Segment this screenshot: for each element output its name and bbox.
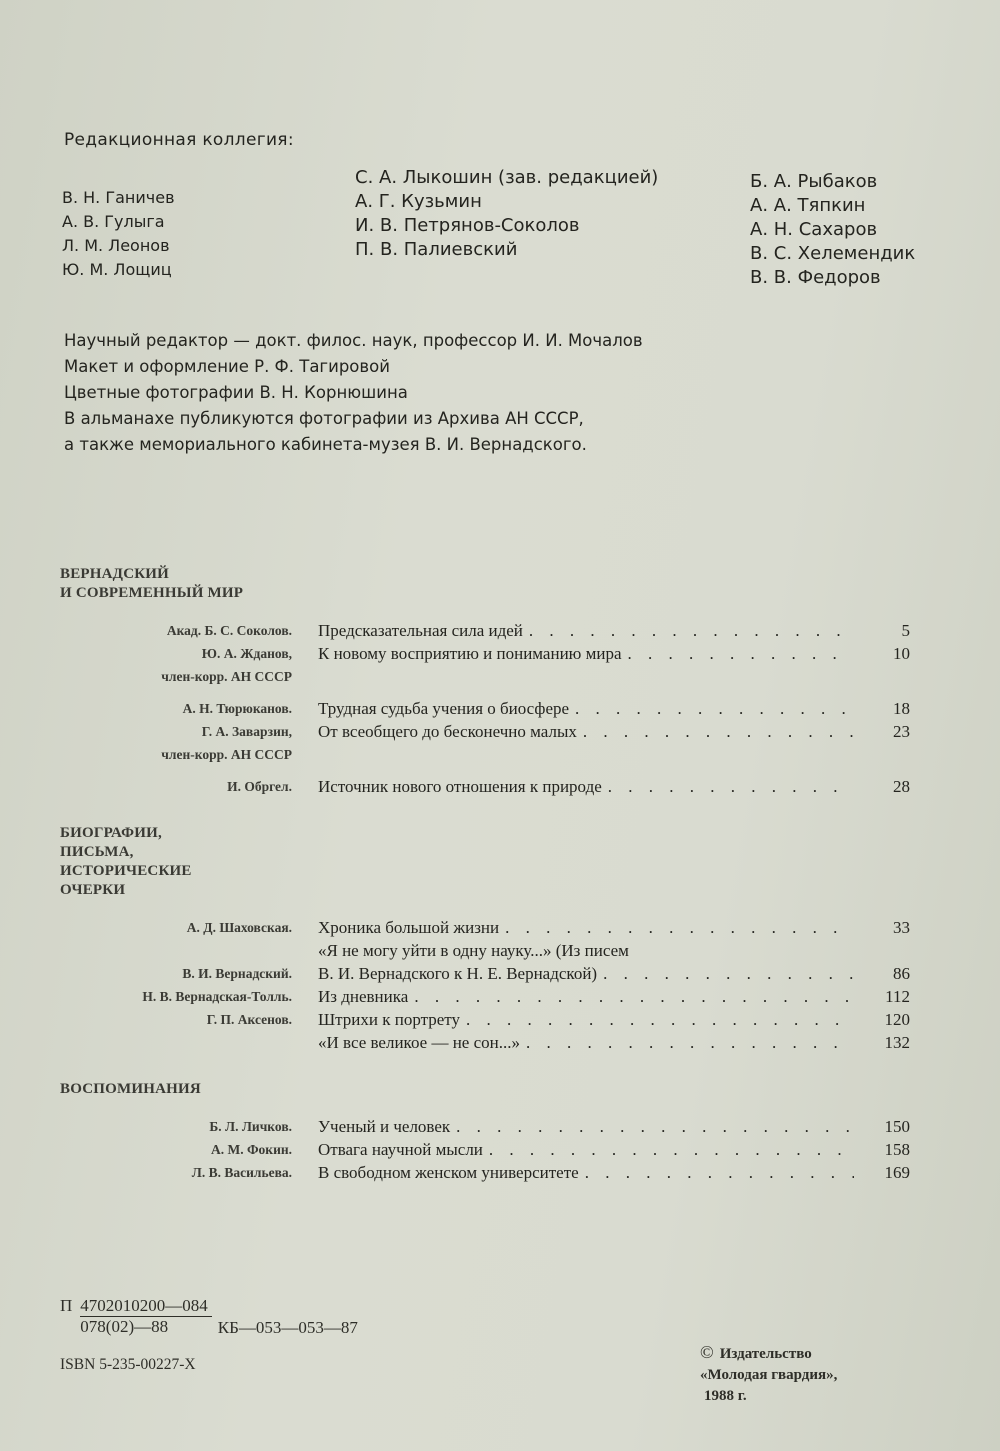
- toc-entry-page: 86: [893, 964, 910, 983]
- section-title-line: И СОВРЕМЕННЫЙ МИР: [60, 585, 244, 601]
- imprint-fraction: [80, 1296, 212, 1337]
- toc-entry: [60, 697, 910, 720]
- author-name: Г. П. Аксенов.: [206, 1012, 292, 1027]
- toc-entry-page: 158: [884, 1140, 910, 1159]
- entry-title-text: От всеобщего до бесконечно малых: [318, 722, 577, 741]
- board-member: П. В. Палиевский: [355, 239, 518, 260]
- imprint-kb-code: КБ—053—053—87: [217, 1318, 358, 1337]
- toc-entry-title: [318, 642, 854, 665]
- toc-entry-author: [60, 962, 318, 985]
- toc-entry-continuation: [60, 665, 910, 688]
- credit-line: Цветные фотографии В. Н. Корнюшина: [64, 383, 408, 402]
- board-member: В. С. Хелемендик: [750, 243, 916, 264]
- toc-entry-title: [318, 720, 854, 743]
- leader-dots: [450, 1115, 854, 1138]
- toc-entry-page: 120: [884, 1010, 910, 1029]
- leader-dots: [597, 962, 854, 985]
- toc-entry-author: [60, 697, 318, 720]
- toc-entry-title: [318, 1138, 854, 1161]
- author-name: Г. А. Заварзин,: [201, 724, 292, 739]
- author-name: В. И. Вернадский.: [182, 966, 292, 981]
- leader-dots: [577, 720, 854, 743]
- toc-entry: [60, 1031, 910, 1054]
- credits-block: [64, 328, 643, 458]
- section-title-line: БИОГРАФИИ,: [60, 825, 162, 841]
- entry-title-text: Из дневника: [318, 987, 409, 1006]
- imprint-numerator: 4702010200—084: [80, 1296, 212, 1317]
- editorial-board-column-3: [750, 170, 915, 290]
- toc-entry-title: [318, 962, 854, 985]
- toc-entry: [60, 962, 910, 985]
- toc-entry-author: [60, 1138, 318, 1161]
- toc-entry: [60, 775, 910, 798]
- leader-dots: [483, 1138, 854, 1161]
- section-title-line: ВОСПОМИНАНИЯ: [60, 1081, 201, 1097]
- toc-entry-page: 132: [884, 1033, 910, 1052]
- entry-title-text: Трудная судьба учения о биосфере: [318, 699, 570, 718]
- imprint-denominator: 078(02)—88: [80, 1317, 169, 1336]
- entry-title-text: В свободном женском университете: [318, 1163, 579, 1182]
- publisher-line: Издательство: [719, 1346, 812, 1362]
- leader-dots: [622, 642, 854, 665]
- author-name: А. Д. Шаховская.: [186, 920, 292, 935]
- author-name: А. М. Фокин.: [210, 1142, 292, 1157]
- credit-line: Макет и оформление Р. Ф. Тагировой: [64, 357, 390, 376]
- entry-title-text: Источник нового отношения к природе: [318, 777, 602, 796]
- author-name: Ю. А. Жданов,: [201, 646, 292, 661]
- toc-entry-title: [318, 1031, 854, 1054]
- leader-dots: [579, 1161, 854, 1184]
- toc-entry: [60, 1115, 910, 1138]
- toc-entry-author: [60, 1161, 318, 1184]
- editorial-board-column-2: [355, 166, 658, 262]
- author-name: И. Обргел.: [227, 779, 292, 794]
- imprint-block: [60, 1296, 358, 1374]
- spacer: [60, 766, 910, 775]
- entry-title-text: Ученый и человек: [318, 1117, 451, 1136]
- leader-dots: [520, 1031, 854, 1054]
- toc-entry: [60, 985, 910, 1008]
- imprint-prefix: П: [60, 1296, 73, 1315]
- board-member: С. А. Лыкошин (зав. редакцией): [355, 167, 659, 188]
- toc-entry-author: [60, 939, 318, 962]
- isbn: ISBN 5-235-00227-X: [60, 1356, 196, 1373]
- toc-entry: [60, 720, 910, 743]
- author-title: член-корр. АН СССР: [161, 747, 292, 762]
- entry-title-text: В. И. Вернадского к Н. Е. Вернадской): [318, 964, 598, 983]
- entry-title-text: «Я не могу уйти в одну науку...» (Из писем: [318, 941, 629, 960]
- author-name: А. Н. Тюрюканов.: [182, 701, 292, 716]
- toc-entry-page: 23: [893, 722, 910, 741]
- toc-entry: [60, 642, 910, 665]
- board-member: А. Г. Кузьмин: [355, 191, 482, 212]
- copyright-icon: ©: [700, 1342, 714, 1362]
- author-name: Б. Л. Личков.: [209, 1119, 292, 1134]
- board-member: И. В. Петрянов-Соколов: [355, 215, 580, 236]
- board-member: В. В. Федоров: [750, 267, 881, 288]
- toc-entry-author: [60, 619, 318, 642]
- board-member: Л. М. Леонов: [62, 236, 170, 255]
- author-title: член-корр. АН СССР: [161, 669, 292, 684]
- section-title-line: ПИСЬМА,: [60, 844, 134, 860]
- leader-dots: [602, 775, 854, 798]
- table-of-contents: [60, 565, 910, 1210]
- leader-dots: [499, 916, 854, 939]
- toc-section-title: [60, 565, 910, 603]
- toc-entry-author: [60, 1115, 318, 1138]
- leader-dots: [408, 985, 854, 1008]
- toc-entry-title: [318, 985, 854, 1008]
- toc-entry: [60, 1138, 910, 1161]
- entry-title-text: Отвага научной мысли: [318, 1140, 483, 1159]
- toc-entry-page: 5: [901, 621, 910, 640]
- leader-dots: [569, 697, 854, 720]
- spacer: [60, 688, 910, 697]
- editorial-board-column-1: [62, 186, 175, 282]
- board-member: А. Н. Сахаров: [750, 219, 878, 240]
- board-member: Ю. М. Лощиц: [62, 260, 172, 279]
- publisher-year: 1988 г.: [704, 1388, 747, 1404]
- toc-entry-page: [854, 939, 910, 962]
- toc-entry: [60, 939, 910, 962]
- toc-entry: [60, 916, 910, 939]
- toc-entry-page: 150: [884, 1117, 910, 1136]
- toc-entry-title: [318, 1008, 854, 1031]
- entry-title-text: Штрихи к портрету: [318, 1010, 461, 1029]
- credit-line: В альманахе публикуются фотографии из Архива АН СССР,: [64, 409, 584, 428]
- leader-dots: [523, 619, 854, 642]
- credit-line: Научный редактор — докт. филос. наук, профессор И. И. Мочалов: [64, 331, 643, 350]
- section-title-line: ОЧЕРКИ: [60, 882, 126, 898]
- toc-section-title: [60, 1080, 910, 1099]
- author-name: Л. В. Васильева.: [191, 1165, 292, 1180]
- toc-entry: [60, 1161, 910, 1184]
- toc-entry-author: [60, 916, 318, 939]
- toc-entry-page: 33: [893, 918, 910, 937]
- toc-entry-title: [318, 619, 854, 642]
- publisher-block: [700, 1342, 837, 1407]
- toc-entry-page: 28: [893, 777, 910, 796]
- toc-entry: [60, 1008, 910, 1031]
- section-title-line: ВЕРНАДСКИЙ: [60, 566, 170, 582]
- toc-entry-title: [318, 1115, 854, 1138]
- toc-entry-title: [318, 697, 854, 720]
- toc-entry-title: [318, 1161, 854, 1184]
- board-member: А. А. Тяпкин: [750, 195, 866, 216]
- board-member: А. В. Гулыга: [62, 212, 165, 231]
- toc-entry-author: [60, 720, 318, 743]
- toc-entry-page: 169: [884, 1163, 910, 1182]
- entry-title-text: Хроника большой жизни: [318, 918, 500, 937]
- credit-line: а также мемориального кабинета-музея В. И. Вернадского.: [64, 435, 587, 454]
- entry-title-text: К новому восприятию и пониманию мира: [318, 644, 622, 663]
- toc-entry-author: [60, 985, 318, 1008]
- board-member: В. Н. Ганичев: [62, 188, 175, 207]
- toc-entry-page: 10: [893, 644, 910, 663]
- author-name: Акад. Б. С. Соколов.: [166, 623, 292, 638]
- editorial-board-title: Редакционная коллегия:: [64, 130, 294, 150]
- toc-entry-page: 18: [893, 699, 910, 718]
- toc-entry-title: [318, 775, 854, 798]
- leader-dots: [460, 1008, 854, 1031]
- toc-entry-author: [60, 642, 318, 665]
- author-name: Н. В. Вернадская-Толль.: [142, 989, 292, 1004]
- toc-entry: [60, 619, 910, 642]
- toc-entry-continuation: [60, 743, 910, 766]
- publisher-name: «Молодая гвардия»,: [700, 1367, 838, 1383]
- entry-title-text: Предсказательная сила идей: [318, 621, 523, 640]
- toc-entry-author: [60, 1031, 318, 1054]
- toc-entry-author: [60, 1008, 318, 1031]
- entry-title-text: «И все великое — не сон...»: [318, 1033, 520, 1052]
- toc-entry-author: [60, 775, 318, 798]
- toc-section-title: [60, 824, 910, 900]
- toc-entry-title: [318, 939, 854, 962]
- toc-entries: [60, 619, 910, 798]
- board-member: Б. А. Рыбаков: [750, 171, 878, 192]
- section-title-line: ИСТОРИЧЕСКИЕ: [60, 863, 192, 879]
- toc-entries: [60, 1115, 910, 1184]
- toc-entry-page: 112: [885, 987, 910, 1006]
- toc-entry-title: [318, 916, 854, 939]
- toc-entries: [60, 916, 910, 1054]
